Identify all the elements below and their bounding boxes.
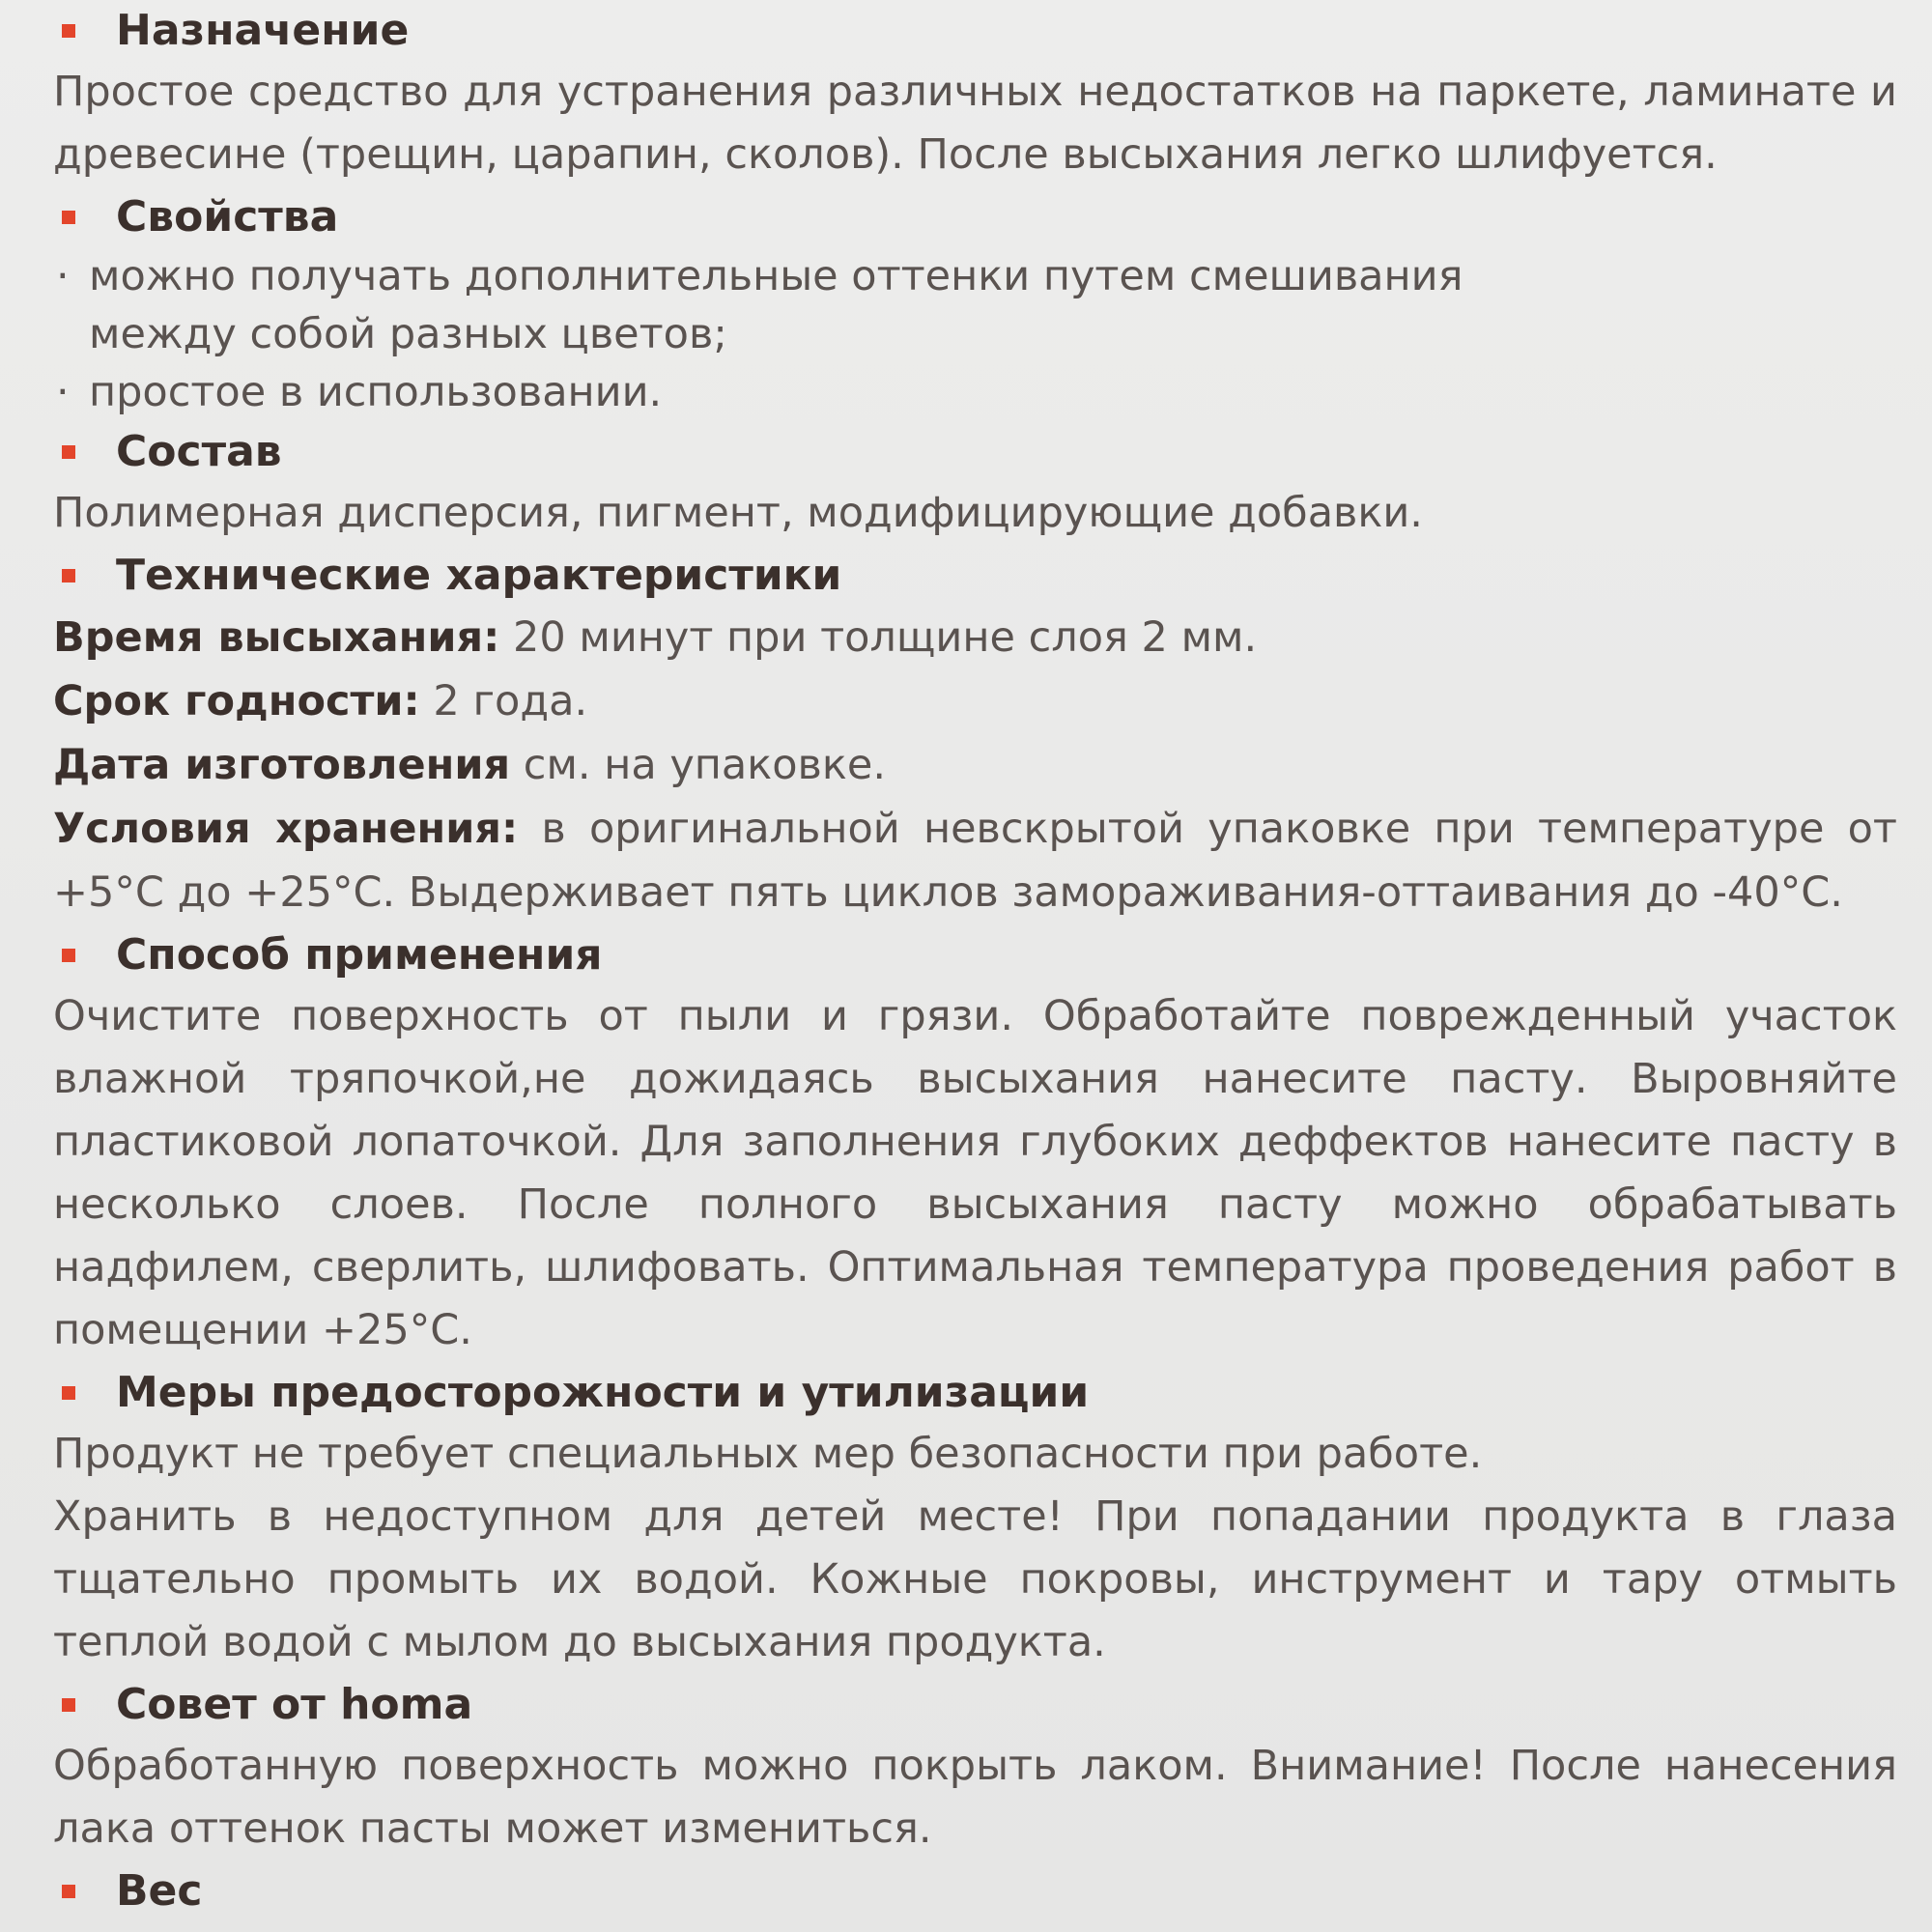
- list-item: [50, 247, 1615, 363]
- spec-label: Дата изготовления: [53, 741, 511, 789]
- heading-text: Способ применения: [116, 930, 603, 980]
- bullet-square-icon: [62, 1698, 75, 1712]
- spec-manufacture-date: [50, 733, 1897, 797]
- section-heading: [50, 186, 1897, 247]
- spec-value: 2 года.: [419, 677, 588, 725]
- spec-shelf-life: [50, 669, 1897, 733]
- spec-label: Срок годности:: [53, 677, 420, 725]
- spec-value: 20 минут при толщине слоя 2 мм.: [499, 613, 1258, 662]
- bullet-dot-icon: ·: [56, 368, 70, 416]
- heading-text: Назначение: [116, 6, 410, 55]
- section-purpose: [50, 0, 1897, 186]
- section-heading: [50, 1362, 1897, 1423]
- section-weight: [50, 1861, 1897, 1921]
- safety-text-1: Продукт не требует специальных мер безопасности при работе.: [53, 1430, 1483, 1478]
- section-heading: [50, 545, 1897, 606]
- usage-text: Очистите поверхность от пыли и грязи. Обработайте поврежденный участок влажной тряпочкой,не дожидаясь высыхания нанесите пасту. Выровняйте пластиковой лопаточкой. Для заполнения глубоких деффектов нанесите пасту в несколько слоев. После полного высыхания пасту можно обрабатывать надфилем, сверлить, шлифовать. Оптимальная температура проведения работ в помещении +25°С.: [53, 992, 1897, 1354]
- safety-text-2: Хранить в недоступном для детей месте! При попадании продукта в глаза тщательно промыть их водой. Кожные покровы, инструмент и тару отмыть теплой водой с мылом до высыхания продукта.: [53, 1492, 1897, 1666]
- bullet-square-icon: [62, 569, 75, 582]
- heading-text: Свойства: [116, 192, 339, 242]
- bullet-square-icon: [62, 1386, 75, 1400]
- spec-label: Время высыхания:: [53, 613, 500, 662]
- section-composition: [50, 421, 1897, 545]
- heading-text: Совет от homa: [116, 1680, 473, 1729]
- list-item: [50, 363, 1897, 421]
- section-heading: [50, 924, 1897, 985]
- spec-value: в оригинальной невскрытой упаковке при температуре от +5°С до +25°С. Выдерживает пять циклов замораживания-оттаивания до -40°С.: [53, 805, 1897, 917]
- heading-text: Меры предосторожности и утилизации: [116, 1368, 1090, 1417]
- section-advice: [50, 1674, 1897, 1861]
- section-heading: [50, 0, 1897, 61]
- heading-text: Технические характеристики: [116, 551, 842, 600]
- bullet-square-icon: [62, 1885, 75, 1898]
- heading-text: Вес: [116, 1866, 203, 1916]
- list-item-text: простое в использовании.: [89, 368, 663, 416]
- section-heading: [50, 1861, 1897, 1921]
- section-safety: [50, 1362, 1897, 1674]
- bullet-square-icon: [62, 211, 75, 224]
- spec-label: Условия хранения:: [53, 805, 519, 853]
- purpose-text: Простое средство для устранения различных недостатков на паркете, ламинате и древесине (трещин, царапин, сколов). После высыхания легко шлифуется.: [53, 68, 1897, 179]
- bullet-square-icon: [62, 445, 75, 459]
- spec-value: см. на упаковке.: [510, 741, 886, 789]
- section-heading: [50, 1674, 1897, 1735]
- list-item-text: можно получать дополнительные оттенки путем смешивания между собой разных цветов;: [89, 252, 1463, 358]
- spec-drying-time: [50, 606, 1897, 669]
- section-specs: [50, 545, 1897, 924]
- composition-text: Полимерная дисперсия, пигмент, модифицирующие добавки.: [53, 489, 1423, 537]
- section-heading: [50, 421, 1897, 482]
- section-usage: [50, 924, 1897, 1362]
- bullet-square-icon: [62, 949, 75, 962]
- advice-text: Обработанную поверхность можно покрыть лаком. Внимание! После нанесения лака оттенок пасты может измениться.: [53, 1742, 1897, 1853]
- section-properties: [50, 186, 1897, 421]
- heading-text: Состав: [116, 427, 282, 476]
- spec-storage: [50, 797, 1897, 924]
- bullet-dot-icon: ·: [56, 252, 70, 300]
- bullet-square-icon: [62, 24, 75, 38]
